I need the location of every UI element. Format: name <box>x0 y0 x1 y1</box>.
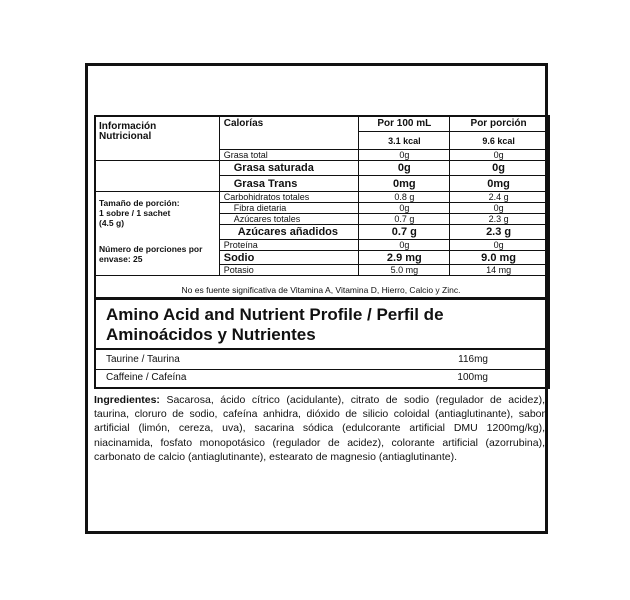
row-perserving: 2.4 g <box>450 192 548 203</box>
amino-name: Caffeine / Cafeína <box>106 372 187 383</box>
ingredients-block <box>94 393 545 464</box>
row-perserving: 9.0 mg <box>450 251 548 265</box>
amino-row <box>94 370 550 386</box>
row-label: Fibra dietaria <box>219 203 359 214</box>
row-per100: 0.7 g <box>359 225 450 240</box>
row-perserving: 0g <box>450 161 548 176</box>
serving-info: Tamaño de porción: 1 sobre / 1 sachet (4.5 g) Número de porciones por envase: 25 <box>95 192 220 276</box>
section-divider <box>94 348 550 350</box>
amino-row <box>94 352 550 368</box>
section-divider <box>94 297 550 300</box>
amino-profile-title: Amino Acid and Nutrient Profile / Perfil de Aminoácidos y Nutrientes <box>106 305 444 344</box>
calories-label: Calorías <box>219 116 359 150</box>
calories-perserving: 9.6 kcal <box>450 132 548 150</box>
col-header-perserving: Por porción <box>450 116 548 132</box>
row-label: Grasa Trans <box>219 176 359 192</box>
row-per100: 5.0 mg <box>359 265 450 276</box>
ingredients-label: Ingredientes: <box>94 394 160 406</box>
nutrition-footnote: No es fuente significativa de Vitamina A, Vitamina D, Hierro, Calcio y Zinc. <box>181 285 461 295</box>
row-perserving: 2.3 g <box>450 225 548 240</box>
nutrition-heading: Información Nutricional <box>95 116 220 161</box>
row-label: Azúcares añadidos <box>219 225 359 240</box>
amino-value: 116mg <box>458 354 488 365</box>
col-header-per100: Por 100 mL <box>359 116 450 132</box>
calories-per100: 3.1 kcal <box>359 132 450 150</box>
row-perserving: 0g <box>450 150 548 161</box>
amino-name: Taurine / Taurina <box>106 354 180 365</box>
row-per100: 0g <box>359 240 450 251</box>
ingredients-text: Sacarosa, ácido cítrico (acidulante), citrato de sodio (regulador de acidez), taurina, cloruro de sodio, cafeína anhidra, dióxido de silicio coloidal (antiaglutinante), sabor artificial (limón, cereza, uva), sacarina sódica (edulcorante artificial DMU 1200mg/kg), niacinamida, fosfato monopotásico (regulador de acidez), colorante artificial (azorrubina), carbonato de calcio (antiaglutinante), estearato de magnesio (antiaglutinante). <box>94 394 545 463</box>
nutrition-table <box>94 115 548 276</box>
row-per100: 0.7 g <box>359 214 450 225</box>
row-per100: 0mg <box>359 176 450 192</box>
row-per100: 2.9 mg <box>359 251 450 265</box>
row-per100: 0g <box>359 203 450 214</box>
row-label: Potasio <box>219 265 359 276</box>
amino-value: 100mg <box>457 372 488 383</box>
row-label: Proteína <box>219 240 359 251</box>
row-label: Azúcares totales <box>219 214 359 225</box>
row-per100: 0g <box>359 161 450 176</box>
row-per100: 0g <box>359 150 450 161</box>
row-perserving: 2.3 g <box>450 214 548 225</box>
row-label: Grasa total <box>219 150 359 161</box>
row-per100: 0.8 g <box>359 192 450 203</box>
row-perserving: 0g <box>450 240 548 251</box>
row-perserving: 14 mg <box>450 265 548 276</box>
row-perserving: 0mg <box>450 176 548 192</box>
row-label: Sodio <box>219 251 359 265</box>
row-label: Carbohidratos totales <box>219 192 359 203</box>
row-perserving: 0g <box>450 203 548 214</box>
row-label: Grasa saturada <box>219 161 359 176</box>
